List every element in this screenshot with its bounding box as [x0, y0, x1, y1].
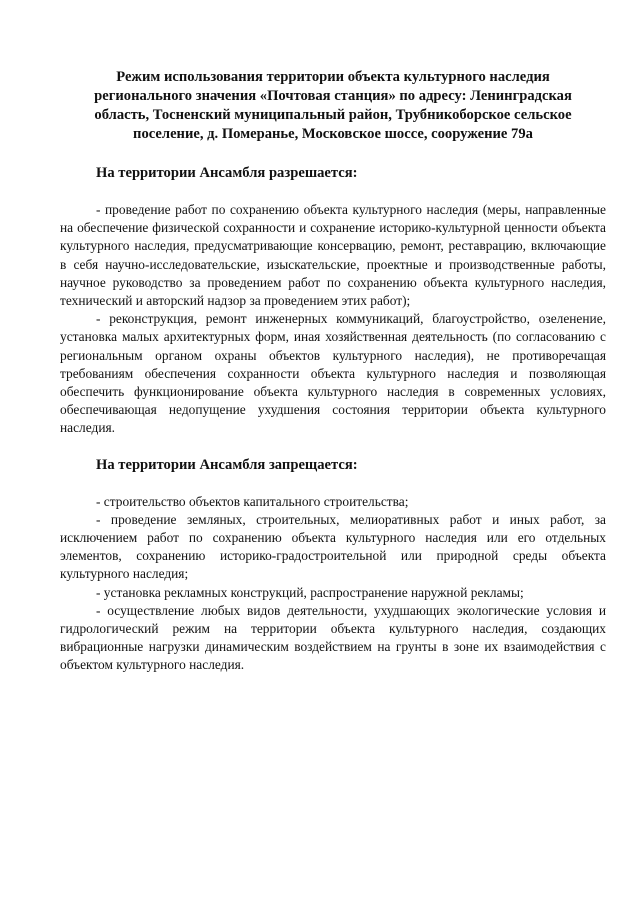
forbidden-item-4: - осуществление любых видов деятельности, ухудшающих экологические условия и гидрологический режим на территории объекта культурного наследия, создающих вибрационные нагрузки динамическим воздействием на грунты в зоне их взаимодействия с объектом культурного наследия. [60, 602, 606, 673]
allowed-item-2: - реконструкция, ремонт инженерных коммуникаций, благоустройство, озеленение, установка малых архитектурных форм, иная хозяйственная деятельность (по согласованию с региональным органом охраны объектов культурного наследия), не противоречащая требованиям обеспечения сохранности объекта культурного наследия и позволяющая обеспечить функционирование объекта культурного наследия в современных условиях, обеспечивающая недопущение ухудшения состояния территории объекта культурного наследия. [60, 311, 606, 436]
forbidden-item-2: - проведение земляных, строительных, мелиоративных работ и иных работ, за исключением работ по сохранению объекта культурного наследия или его отдельных элементов, сохранению историко-градостроительной или природной среды объекта культурного наследия; [60, 511, 606, 582]
section-spacer [60, 438, 606, 456]
allowed-section-heading: На территории Ансамбля разрешается: [96, 165, 358, 181]
document-page [60, 68, 606, 675]
allowed-item-1: - проведение работ по сохранению объекта культурного наследия (меры, направленные на обеспечение физической сохранности и сохранение историко-культурной ценности объекта культурного наследия, предусматривающие консервацию, ремонт, реставрацию, включающие в себя научно-исследовательские, изыскательские, проектные и производственные работы, научное руководство за проведением работ по сохранению объекта культурного наследия, технический и авторский надзор за проведением этих работ); [60, 202, 606, 309]
forbidden-section-heading: На территории Ансамбля запрещается: [96, 456, 358, 473]
forbidden-item-1: - строительство объектов капитального строительства; [96, 493, 409, 509]
forbidden-item-3: - установка рекламных конструкций, распространение наружной рекламы; [96, 584, 524, 600]
document-title: Режим использования территории объекта культурного наследия регионального значения «Почтовая станция» по адресу: Ленинградская область, Тосненский муниципальный район, Трубникоборское сельское поселение, д. Померанье, Московское шоссе, сооружение 79а [94, 69, 572, 142]
